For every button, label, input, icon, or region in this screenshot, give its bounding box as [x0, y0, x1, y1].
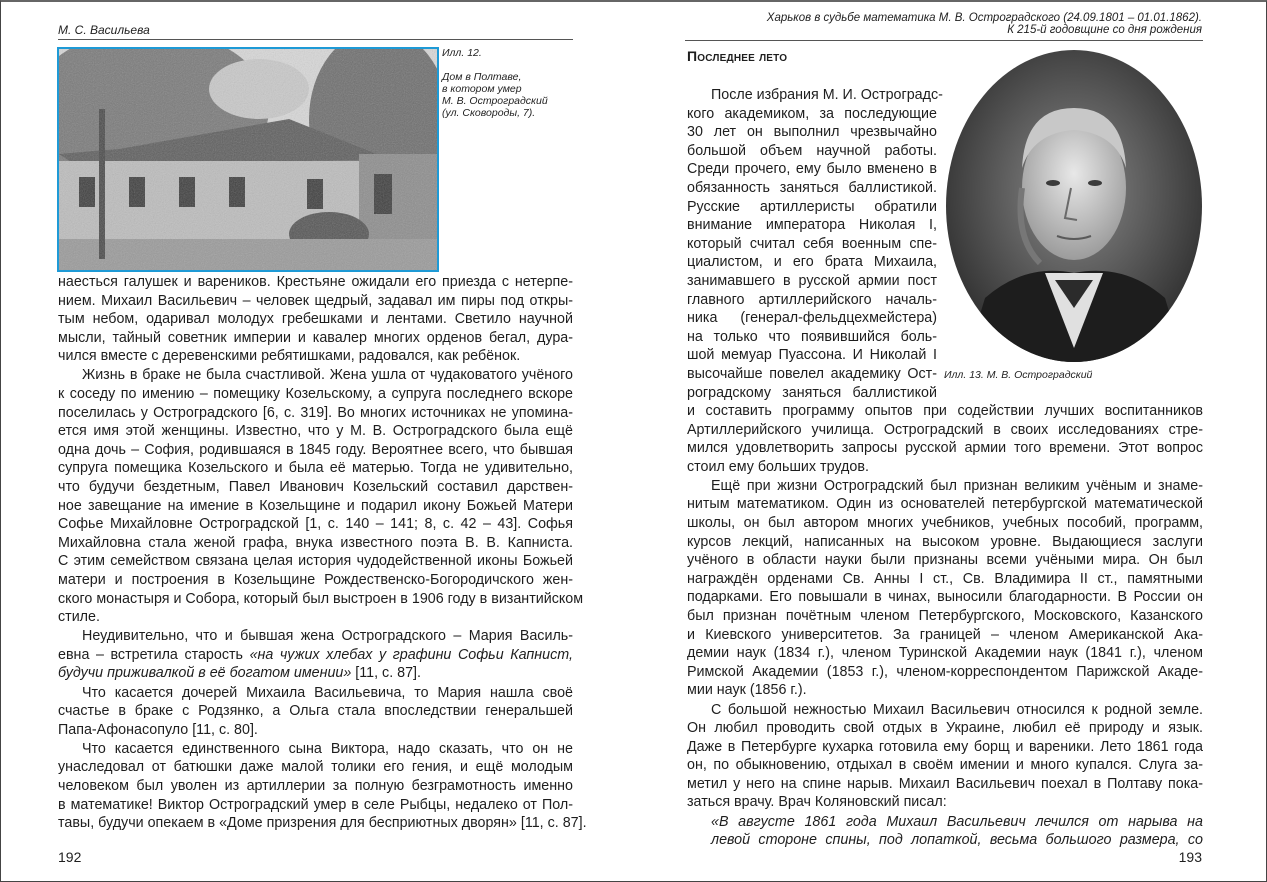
text-line: он, по обыкновению, отдыхал в своём имении и много купался. Слуга за- [687, 757, 1203, 774]
text-line: ное завещание на имение в Козельщине и подарил икону Божьей Матери [58, 497, 573, 514]
text-line: С большой нежностью Михаил Васильевич относился к родной земле. [711, 701, 1203, 718]
text-line: обязанность заняться баллистикой. [687, 179, 937, 196]
paragraph [58, 273, 573, 366]
text-line: ского монастыря и Собора, который был выстроен в 1906 году в византийском [58, 590, 584, 607]
text-line: Неудивительно, что и бывшая жена Остроградского – Мария Василь- [82, 628, 573, 645]
text-line: нитым математиком. Один из основателей петербургской математической [687, 496, 1203, 513]
text-line: поселилась у Остроградского [6, с. 319]. Во многих источниках не упомина- [58, 404, 573, 421]
running-head-title [767, 12, 1202, 36]
text-line: мился удовлетворить запросы русской армии того времени. Этот вопрос [687, 440, 1203, 457]
text-line: внимание императора Николая I, [687, 217, 937, 234]
text-line: кого академиком, за последующие [687, 105, 937, 122]
running-head-author: М. С. Васильева [58, 23, 150, 37]
text-line: наесться галушек и вареников. Крестьяне ожидали его приезда с нетерпе- [58, 274, 573, 290]
text-line: Даже в Петербурге кухарка готовила ему борщ и вареники. Лето 1861 года [687, 738, 1203, 755]
text-line: нием. Михаил Васильевич – человек щедрый, задавал им пиры под откры- [58, 292, 573, 309]
text-line: Михайловна стала женой графа, внука известного поэта В. В. Капниста. [58, 534, 573, 551]
caption-line: (ул. Сковороды, 7). [442, 107, 536, 119]
text-line: метил у него на спине нарыв. Михаил Васильевич поехал в Полтаву пока- [687, 775, 1203, 792]
italic-quote: «В августе 1861 года Михаил Васильевич лечился от нарыва на [711, 813, 1203, 830]
paragraph [58, 627, 573, 683]
portrait-image [945, 48, 1203, 364]
italic-quote: левой стороне спины, под лопаткой, весьма большого размера, со [711, 832, 1203, 849]
text-line: унаследовал от батюшки даже малой толики его гения, и ещё молодым [58, 759, 573, 776]
text-line: роградскому заняться баллистикой [687, 384, 937, 401]
figure-12-label: Илл. 12. [442, 47, 482, 59]
text-segment: евна – встретила старость [58, 646, 250, 663]
italic-quote: «на чужих хлебах у графини Софьи Капнист, [249, 646, 573, 663]
text-line: высочайше повелел академику Ост- [687, 365, 937, 382]
text-line: ется имя этой женщины. Известно, что у М. В. Остроградского была ещё [58, 423, 573, 440]
text-line: тым небом, одаривал молодух гребешками и лентами. Светило научной [58, 311, 573, 328]
text-line: стиле. [58, 609, 100, 626]
paragraph [687, 402, 1203, 476]
right-page [633, 0, 1267, 881]
text-line: одна дочь – София, родившаяся в 1845 году. Вероятнее всего, что бывшая [58, 441, 573, 458]
section-title: Последнее лето [687, 48, 788, 64]
caption-line: Дом в Полтаве, [442, 71, 522, 83]
text-line: был признан почётным членом Петербургского, Московского, Казанского [687, 608, 1203, 625]
left-body-text [58, 273, 587, 833]
text-line [711, 831, 1203, 850]
text-line: Он любил проводить свой отдых в Украине, любил её природу и язык. [687, 720, 1203, 737]
paragraph [687, 477, 1203, 700]
text-line [711, 813, 1203, 832]
text-line: награждён орденами Св. Анны I ст., Св. Владимира II ст., памятными [687, 570, 1203, 587]
text-line: 30 лет он выполнил чрезвычайно [687, 124, 937, 141]
text-line: демии наук (1834 г.), членом Туринской Академии наук (1841 г.), членом [687, 645, 1203, 662]
text-line: Среди прочего, ему было вменено в [687, 161, 937, 178]
figure-house-photo [57, 47, 439, 272]
text-line: на только что появившийся боль- [687, 328, 937, 345]
text-segment: [11, с. 87]. [351, 665, 421, 682]
text-line: к соседу по имению – помещику Козельскому, а супруга последнего вскоре [58, 386, 573, 403]
column-paragraph [687, 86, 943, 402]
text-line: Русские артиллеристы обратили [687, 198, 937, 215]
text-line: мысли, тайный советник империи и кавалер многих орденов бегал, дура- [58, 329, 573, 346]
house-photo-image [59, 49, 437, 270]
text-line: курсов лекций, написанных на высоком уровне. Выдающиеся заслуги [687, 533, 1203, 550]
text-line [58, 646, 573, 665]
right-body-text [687, 402, 1203, 850]
text-line: Софье Михайловне Остроградской [1, с. 140 – 141; 8, с. 42 – 43]. Софья [58, 516, 573, 533]
text-line: чился вместе с деревенскими ребятишками, радовался, как ребёнок. [58, 348, 521, 365]
text-line: большой объем научной работы. [687, 142, 937, 159]
page-number-right: 193 [1178, 849, 1202, 865]
text-line: заться врачу. Врач Коляновский писал: [687, 794, 947, 811]
text-line: Римской Академии (1853 г.), членом-корреспондентом Парижской Акаде- [687, 663, 1203, 680]
portrait-ostrogradsky [945, 48, 1203, 364]
text-line: Жизнь в браке не была счастливой. Жена ушла от чудаковатого учёного [82, 367, 573, 384]
paragraph [58, 684, 573, 740]
text-line: Артиллерийского училища. Остроградский в своих исследованиях стре- [687, 421, 1203, 438]
paragraph [58, 740, 587, 833]
text-line: главного артиллерийского началь- [687, 291, 937, 308]
text-line: Что касается дочерей Михаила Васильевича, то Мария нашла своё [82, 684, 573, 701]
text-line: счастье в браке с Родзянко, а Ольга стала впоследствии генеральшей [58, 703, 573, 720]
text-line: Что касается единственного сына Виктора, надо сказать, что он не [82, 740, 573, 757]
paragraph [687, 813, 1203, 850]
figure-12-caption [442, 71, 548, 119]
caption-line: в котором умер [442, 83, 522, 95]
running-head-line: К 215-й годовщине со дня рождения [1007, 24, 1202, 36]
running-head-line: Харьков в судьбе математика М. В. Остроградского (24.09.1801 – 01.01.1862). [766, 12, 1202, 24]
text-line: Папа-Афонасопуло [11, с. 80]. [58, 721, 258, 738]
text-line: тавы, будучи опекаем в «Доме призрения для бесприютных дворян» [11, с. 87]. [58, 815, 587, 832]
page-number-left: 192 [58, 849, 82, 865]
text-line: матери и построения в Козельщине Рождественско-Богородичского жен- [58, 572, 573, 588]
text-line: и составить программу опытов при содействии лучших воспитанников [687, 403, 1203, 419]
figure-13-caption: Илл. 13. М. В. Остроградский [944, 369, 1093, 381]
text-line [58, 664, 573, 683]
text-line: После избрания М. И. Остроградс- [711, 87, 943, 103]
text-line: который считал себя военным спе- [687, 235, 937, 252]
text-line: шой мемуар Пуассона. И Николай I [687, 347, 937, 364]
text-line: человеком был уволен из артиллерии за полную безграмотность именно [58, 778, 573, 795]
italic-quote: будучи приживалкой в её богатом имении» [58, 665, 352, 682]
text-line: в математике! Виктор Остроградский умер в селе Рыбцы, недалеко от Пол- [58, 796, 573, 813]
text-line: подарками. Его повышали в чинах, выносили благодарности. В России он [687, 589, 1203, 606]
paragraph [687, 701, 1203, 813]
text-line: супруга помещика Козельского и была её матерью. Тогда не удивительно, [58, 460, 573, 477]
caption-line: М. В. Остроградский [442, 95, 548, 107]
text-line: что будучи бездетным, Павел Иванович Козельский составил дарствен- [58, 479, 573, 496]
text-line: циалистом, и его брата Михаила, [687, 254, 937, 271]
paragraph [58, 366, 584, 626]
text-line: ника (генерал-фельдцехмейстера) [687, 310, 937, 327]
text-line: С этим семейством связана целая история чудодейственной иконы Божьей [58, 553, 573, 570]
text-line: и Киевского университетов. За границей – членом Американской Ака- [687, 626, 1203, 643]
header-rule [685, 40, 1203, 41]
left-page [0, 0, 633, 881]
header-rule [58, 39, 573, 40]
text-line: Ещё при жизни Остроградский был признан великим учёным и знаме- [711, 477, 1203, 494]
text-line: мии наук (1856 г.). [687, 682, 807, 699]
text-line: занимавшего в русской армии пост [687, 272, 937, 289]
text-line: школы, он был автором многих учебников, учебных пособий, программ, [687, 515, 1203, 532]
text-line: стоил ему больших трудов. [687, 458, 869, 475]
text-line: учёного в области науки были признаны всеми учёными мира. Он был [687, 552, 1203, 569]
